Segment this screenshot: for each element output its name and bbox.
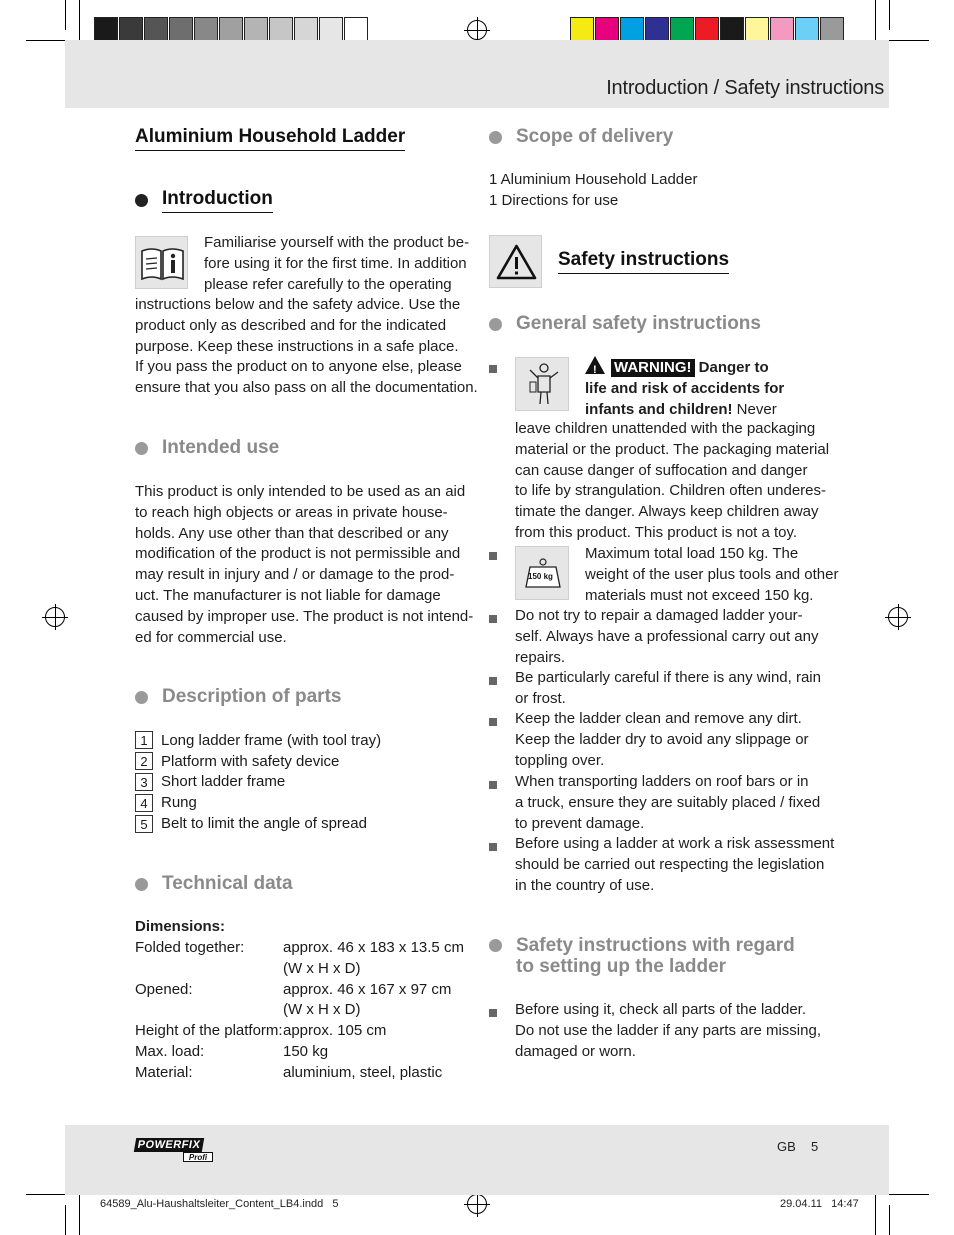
table-row: (W x H x D) (283, 959, 361, 977)
bullet (489, 781, 497, 789)
table-row: Height of the platform: approx. 105 cm (135, 1022, 387, 1040)
list-item: 5 Belt to limit the angle of spread (135, 813, 381, 834)
list-item: Keep the ladder clean and remove any dirt. Keep the ladder dry to avoid any slippage or toppling over. (515, 710, 809, 769)
bullet (489, 718, 497, 726)
technical-data-table (135, 938, 464, 1084)
section-setup-safety: Safety instructions with regard to setting up the ladder (489, 935, 795, 977)
list-item: Before using a ladder at work a risk assessment should be carried out respecting the legislation in the country of use. (515, 835, 835, 894)
language-code: GB (777, 1139, 796, 1154)
intro-text-wrap: Familiarise yourself with the product be- fore using it for the first time. In addition please refer carefully to the operating (204, 234, 470, 293)
document-title: Aluminium Household Ladder (135, 126, 405, 151)
file-info: 64589_Alu-Haushaltsleiter_Content_LB4.indd 5 (100, 1198, 339, 1210)
book-info-icon (135, 236, 188, 289)
page-title: Introduction / Safety instructions (606, 77, 884, 99)
registration-mark-icon (45, 607, 65, 627)
print-date: 29.04.11 14:47 (780, 1198, 859, 1210)
child-warning-icon (515, 357, 569, 411)
weight-load-icon: 150 kg (515, 546, 569, 600)
registration-mark-icon (467, 1194, 487, 1214)
list-item: 1 Long ladder frame (with tool tray) (135, 730, 381, 751)
setup-text: Before using it, check all parts of the ladder. Do not use the ladder if any parts are missing, damaged or worn. (515, 1001, 821, 1060)
warning-text: leave children unattended with the packaging material or the product. The packaging material can cause danger of suffocation and danger to life by strangulation. Children often underes- timate the danger. Always keep children away from this product. This product is not a toy. (515, 420, 830, 541)
bullet (489, 365, 497, 373)
list-item: 2 Platform with safety device (135, 751, 381, 772)
list-item: 4 Rung (135, 792, 381, 813)
section-introduction: Introduction (135, 188, 273, 213)
dimensions-label: Dimensions: (135, 918, 226, 935)
max-load-text: Maximum total load 150 kg. The weight of the user plus tools and other materials must not exceed 150 kg. (585, 545, 839, 604)
warning-small-icon: ! (585, 356, 605, 374)
section-intended-use: Intended use (135, 437, 279, 459)
intended-use-text: This product is only intended to be used as an aid to reach high objects or areas in private house- holds. Any use other than that described or any modification of the product is not permissible and may result in injury and / or damage to the prod- uct. The manufacturer is not liable for damage caused by improper use. The product is not intend- ed for commercial use. (135, 483, 474, 646)
table-row: (W x H x D) (283, 1001, 361, 1019)
list-item: Be particularly careful if there is any wind, rain or frost. (515, 669, 821, 707)
intro-text: instructions below and the safety advice. Use the product only as described and for the indicated purpose. Keep these instructions in a safe place. If you pass the product on to anyone else, please ensure that you also pass on all the documentation. (135, 296, 478, 397)
warning-heading: ! WARNING! Danger to life and risk of accidents for infants and children! Never (585, 356, 784, 420)
table-row: Max. load: 150 kg (135, 1042, 329, 1060)
warning-triangle-icon (489, 235, 542, 288)
section-technical-data: Technical data (135, 873, 293, 895)
section-scope-of-delivery: Scope of delivery (489, 126, 673, 148)
section-description-of-parts: Description of parts (135, 686, 341, 708)
page-number: 5 (811, 1139, 819, 1154)
bullet (489, 1009, 497, 1017)
scope-text: 1 Aluminium Household Ladder 1 Directions for use (489, 171, 698, 209)
table-row: Folded together: approx. 46 x 183 x 13.5 cm (135, 939, 464, 956)
parts-list (135, 730, 381, 834)
bullet (489, 615, 497, 623)
list-item: 3 Short ladder frame (135, 772, 381, 793)
registration-mark-icon (467, 20, 487, 40)
list-item: When transporting ladders on roof bars or in a truck, ensure they are suitably placed / fixed to prevent damage. (515, 773, 821, 832)
table-row: Opened: approx. 46 x 167 x 97 cm (135, 980, 452, 998)
warning-badge: WARNING! (611, 359, 695, 377)
bullet (489, 843, 497, 851)
bullet (489, 552, 497, 560)
bullet (489, 677, 497, 685)
powerfix-logo: POWERFIX Profi (135, 1138, 213, 1162)
list-item: Do not try to repair a damaged ladder your- self. Always have a professional carry out any repairs. (515, 607, 819, 666)
registration-mark-icon (888, 607, 908, 627)
table-row: Material: aluminium, steel, plastic (135, 1063, 443, 1081)
safety-instructions-heading: Safety instructions (558, 249, 729, 274)
section-general-safety: General safety instructions (489, 313, 761, 335)
